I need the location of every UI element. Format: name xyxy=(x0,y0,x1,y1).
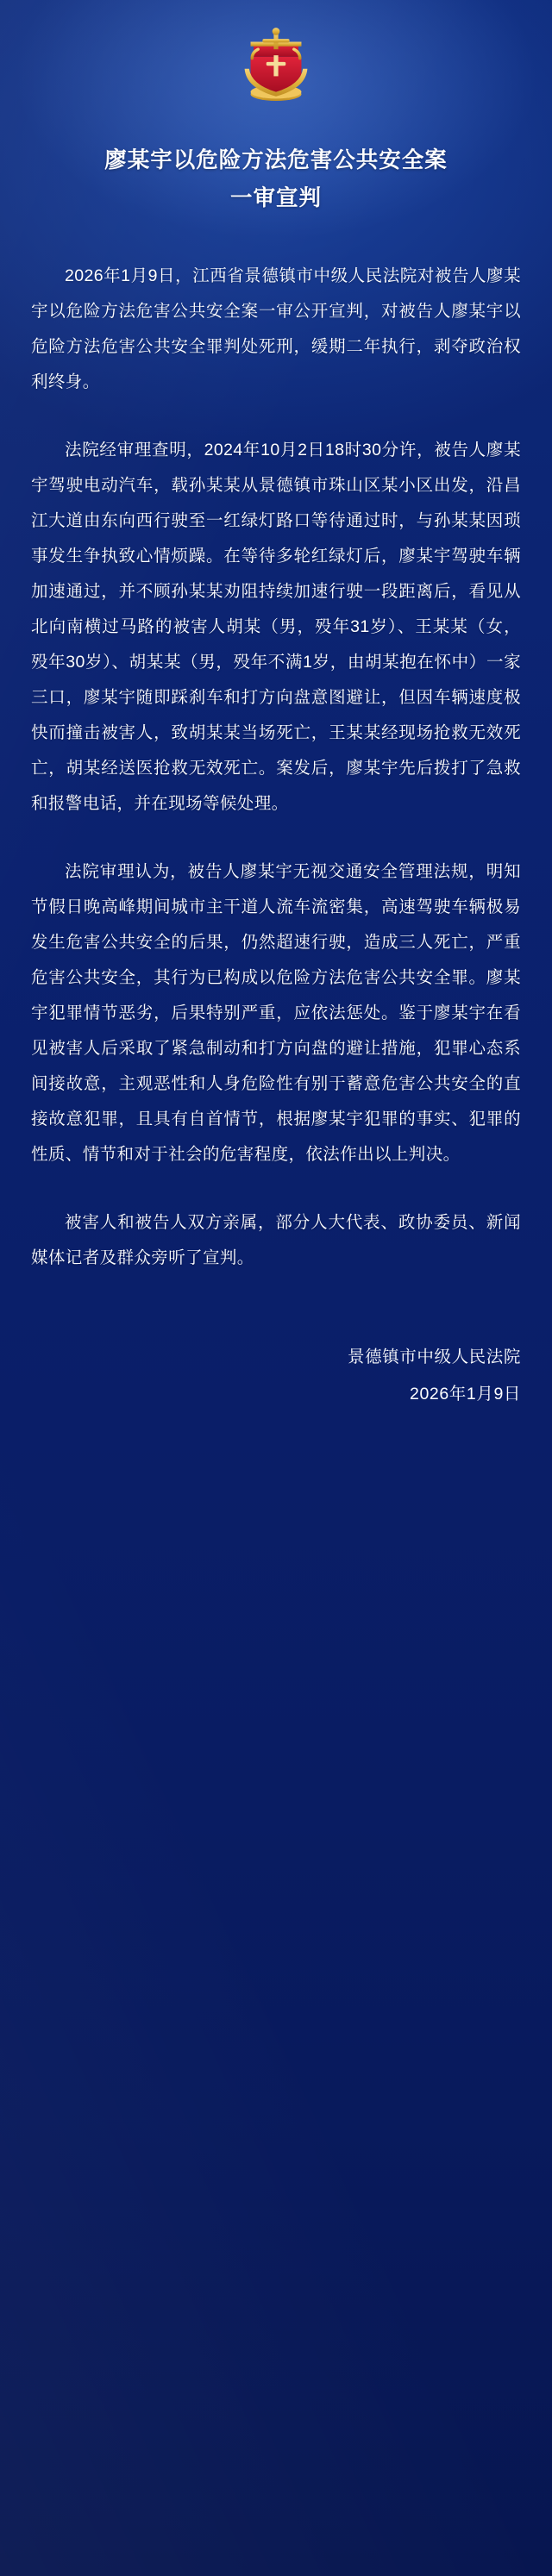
paragraph: 被害人和被告人双方亲属，部分人大代表、政协委员、新闻媒体记者及群众旁听了宣判。 xyxy=(31,1213,521,1267)
title-line-1: 廖某宇以危险方法危害公共安全案 xyxy=(104,148,448,172)
emblem-container xyxy=(31,0,521,112)
title-line-2: 一审宣判 xyxy=(229,186,322,210)
paragraph: 法院经审理查明，2024年10月2日18时30分许，被告人廖某宇驾驶电动汽车，载孙某某从景德镇市珠山区某小区出发，沿昌江大道由东向西行驶至一红绿灯路口等待通过时，与孙某某因琐事发生争执致心情烦躁。在等待多轮红绿灯后，廖某宇驾驶车辆加速通过，并不顾孙某某劝阻持续加速行驶一段距离后，看见从北向南横过马路的被害人胡某（男，殁年31岁）、王某某（女，殁年30岁）、胡某某（男，殁年不满1岁，由胡某抱在怀中）一家三口，廖某宇随即踩刹车和打方向盘意图避让，但因车辆速度极快而撞击被害人，致胡某某当场死亡，王某某经现场抢救无效死亡，胡某经送医抢救无效死亡。案发后，廖某宇先后拨打了急救和报警电话，并在现场等候处理。 xyxy=(31,441,521,813)
paragraph: 2026年1月9日，江西省景德镇市中级人民法院对被告人廖某宇以危险方法危害公共安全案一审公开宣判，对被告人廖某宇以危险方法危害公共安全罪判处死刑，缓期二年执行，剥夺政治权利终身。 xyxy=(31,266,521,391)
china-court-emblem-icon xyxy=(231,22,321,112)
paragraph: 法院审理认为，被告人廖某宇无视交通安全管理法规，明知节假日晚高峰期间城市主干道人流车流密集，高速驾驶车辆极易发生危害公共安全的后果，仍然超速行驶，造成三人死亡，严重危害公共安全，其行为已构成以危险方法危害公共安全罪。廖某宇犯罪情节恶劣，后果特别严重，应依法惩处。鉴于廖某宇在看见被害人后采取了紧急制动和打方向盘的避让措施，犯罪心态系间接故意，主观恶性和人身危险性有别于蓄意危害公共安全的直接故意犯罪，且具有自首情节，根据廖某宇犯罪的事实、犯罪的性质、情节和对于社会的危害程度，依法作出以上判决。 xyxy=(31,862,521,1164)
signature-block xyxy=(31,1340,521,1412)
signature-date: 2026年1月9日 xyxy=(410,1385,521,1404)
announcement-body xyxy=(31,259,521,1276)
page-title xyxy=(31,141,521,217)
signature-organization: 景德镇市中级人民法院 xyxy=(347,1347,521,1366)
